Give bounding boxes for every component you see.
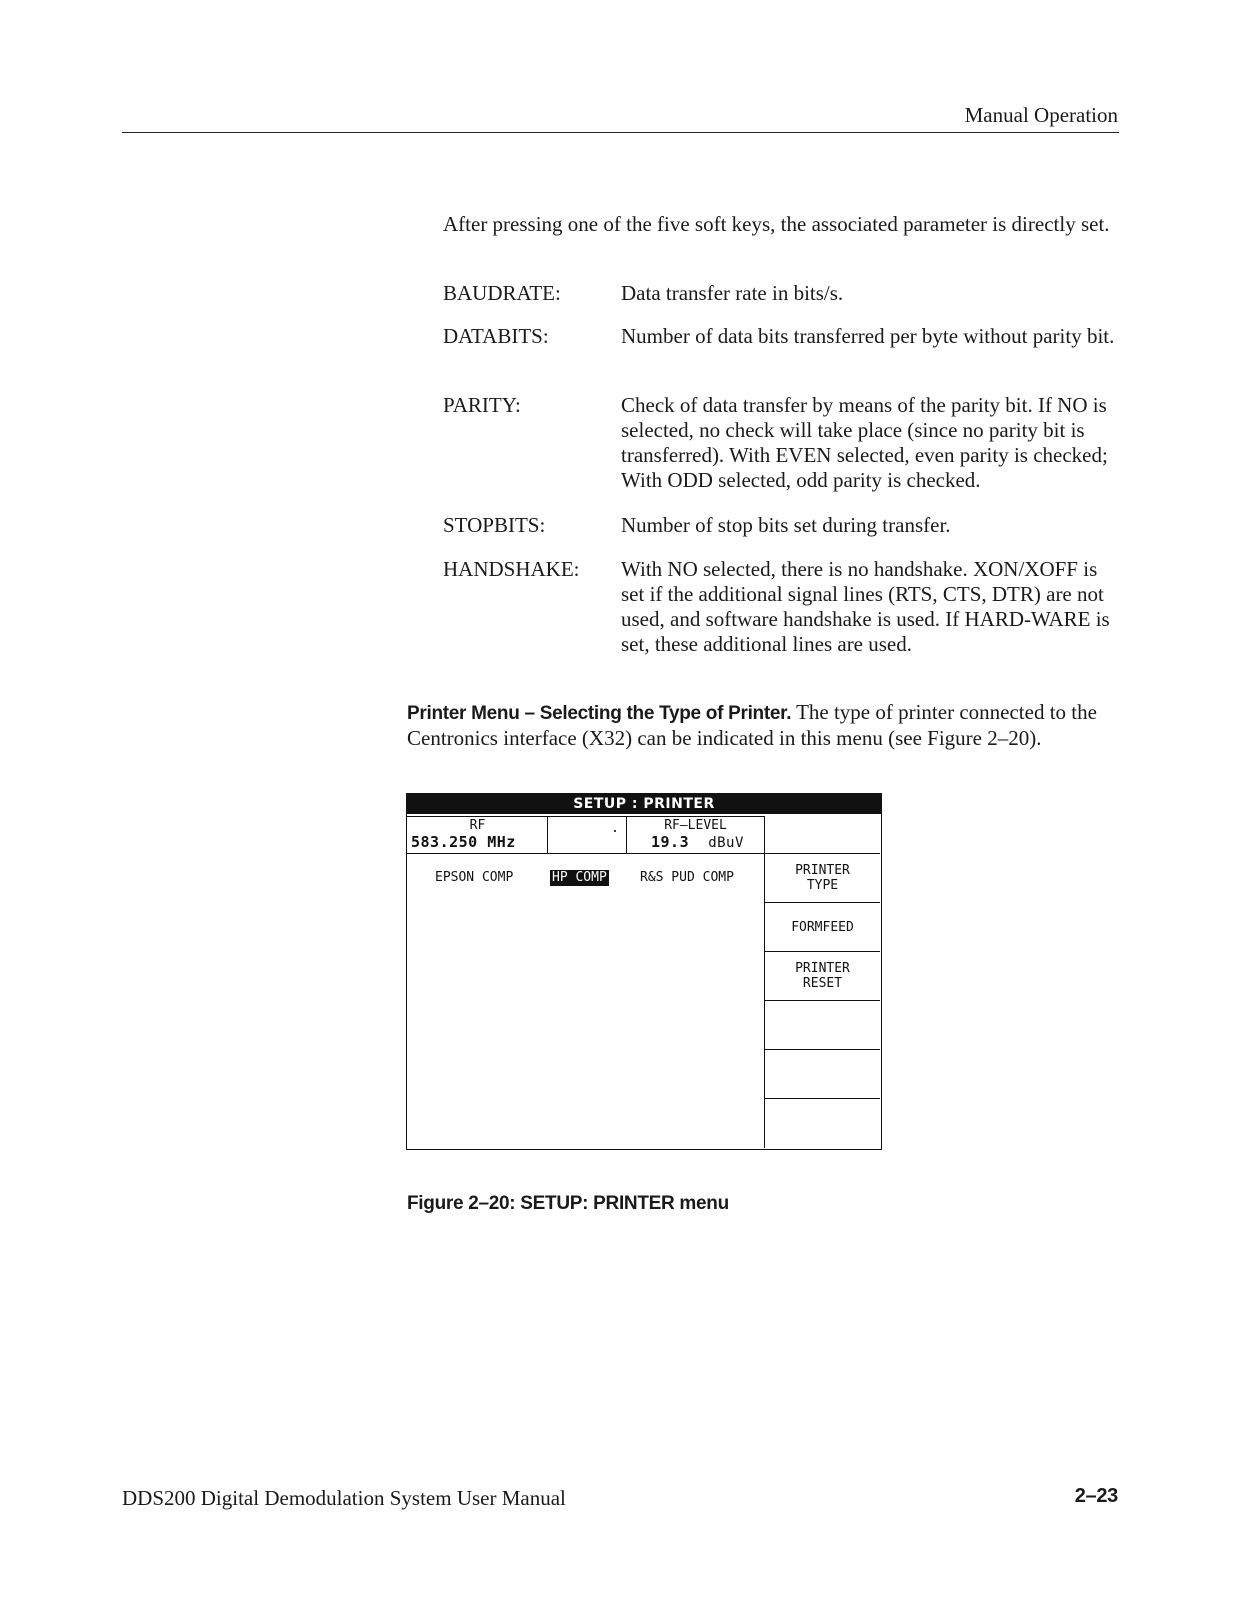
screen-title: SETUP : PRINTER: [407, 794, 881, 814]
rf-level-cell: [627, 817, 764, 853]
printer-menu-paragraph: [407, 700, 1119, 751]
option-epson-comp[interactable]: EPSON COMP: [435, 870, 514, 885]
rf-level-label: RF–LEVEL: [664, 818, 727, 833]
def-baudrate: Data transfer rate in bits/s.: [621, 281, 844, 305]
option-rs-pud-comp[interactable]: R&S PUD COMP: [640, 870, 734, 885]
status-header-row: [407, 816, 764, 854]
printer-menu-heading: Printer Menu – Selecting the Type of Printer.: [407, 703, 792, 724]
softkey-6[interactable]: [765, 1050, 880, 1099]
rf-level-value: [651, 834, 744, 851]
setup-printer-screen: [406, 793, 882, 1150]
header-rule: [122, 132, 1119, 133]
term-databits: DATABITS:: [443, 324, 549, 348]
middle-value: .: [611, 821, 619, 836]
term-baudrate: BAUDRATE:: [443, 281, 561, 305]
softkey-column: [764, 816, 880, 1148]
softkey-0[interactable]: [765, 816, 880, 854]
rf-level-number: 19.3: [651, 833, 690, 851]
softkey-printer-reset[interactable]: PRINTER RESET: [765, 952, 880, 1001]
term-stopbits: STOPBITS:: [443, 513, 546, 537]
rf-value: 583.250 MHz: [411, 833, 516, 851]
term-parity: PARITY:: [443, 393, 521, 417]
figure-caption: Figure 2–20: SETUP: PRINTER menu: [407, 1193, 729, 1214]
rf-cell: [407, 817, 548, 853]
rf-level-unit: dBuV: [708, 835, 744, 851]
softkey-printer-type[interactable]: PRINTER TYPE: [765, 854, 880, 903]
intro-paragraph: After pressing one of the five soft keys, the associated parameter is directly set.: [443, 212, 1110, 236]
rf-label: RF: [469, 818, 486, 833]
term-handshake: HANDSHAKE:: [443, 557, 580, 581]
printer-menu-text: The type of printer connected to the Centronics interface (X32) can be indicated in this menu (see Figure 2–20).: [407, 700, 1097, 750]
def-databits: Number of data bits transferred per byte without parity bit.: [621, 324, 1115, 348]
def-parity: Check of data transfer by means of the parity bit. If NO is selected, no check will take place (since no parity bit is transferred). With EVEN selected, even parity is checked; With ODD selected, odd parity is checked.: [621, 393, 1108, 492]
softkey-7[interactable]: [765, 1099, 880, 1148]
def-handshake: With NO selected, there is no handshake. XON/XOFF is set if the additional signal lines (RTS, CTS, DTR) are not used, and software handshake is used. If HARD-WARE is set, these additional lines are used.: [621, 557, 1110, 656]
softkey-formfeed[interactable]: FORMFEED: [765, 903, 880, 952]
page-number: 2–23: [1074, 1485, 1118, 1507]
def-stopbits: Number of stop bits set during transfer.: [621, 513, 951, 537]
option-hp-comp[interactable]: HP COMP: [552, 870, 607, 885]
running-header: Manual Operation: [964, 103, 1118, 127]
softkey-5[interactable]: [765, 1001, 880, 1050]
footer-title: DDS200 Digital Demodulation System User Manual: [122, 1486, 566, 1510]
middle-cell: [548, 817, 627, 853]
